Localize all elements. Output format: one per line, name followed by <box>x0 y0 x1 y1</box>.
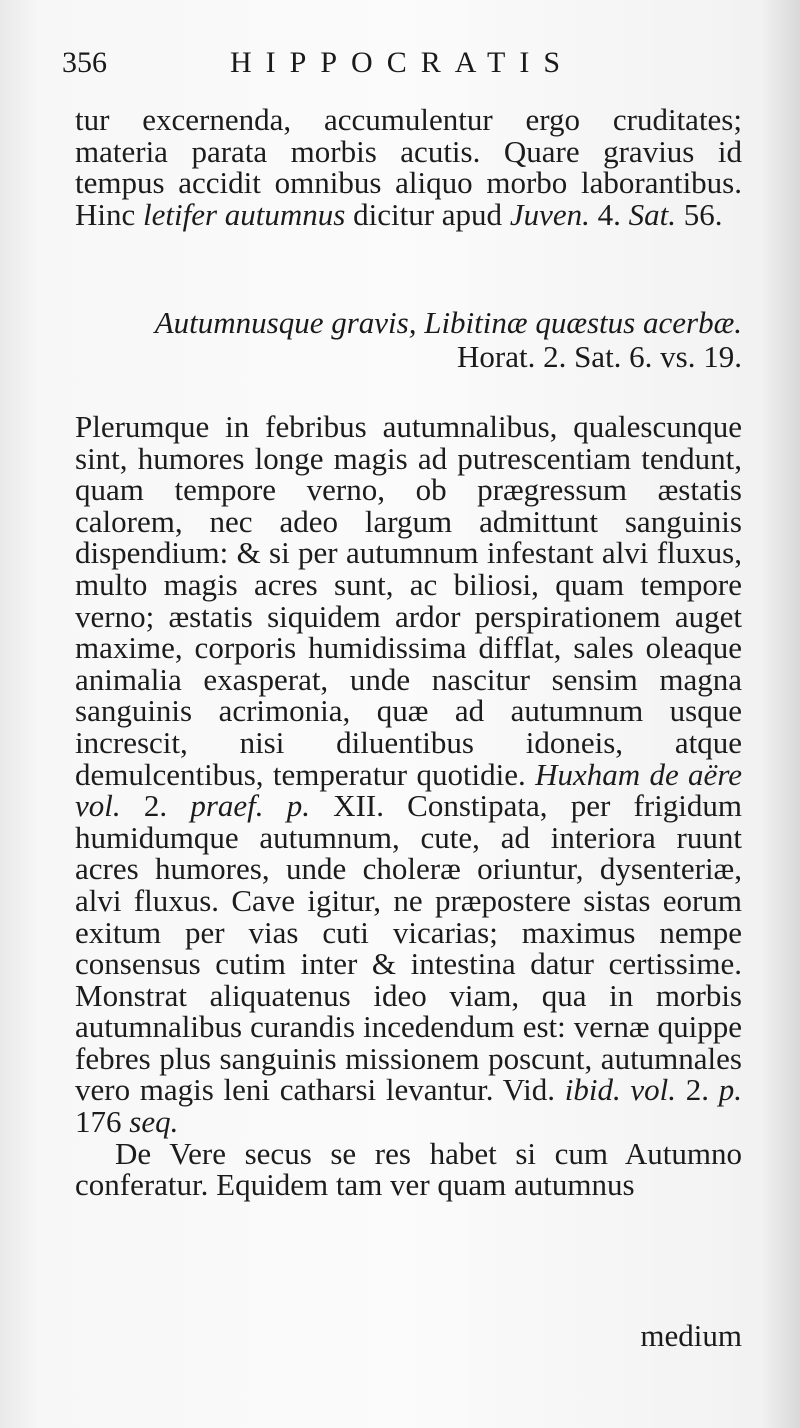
citation-ref: ibid. vol. <box>564 1072 677 1108</box>
paragraph-1 <box>75 104 742 230</box>
verse-source: Horat. 2. Sat. 6. vs. 19. <box>456 339 742 374</box>
verse-quotation <box>100 306 742 374</box>
citation-author: Juven. <box>509 196 590 232</box>
page-number: 356 <box>62 46 107 79</box>
italic-run: letifer autumnus <box>143 196 346 232</box>
citation-author: Huxham de aëre vol. <box>75 756 742 824</box>
text-run: 2. <box>120 788 191 824</box>
citation-ref: p. <box>718 1072 742 1108</box>
text-run: Plerumque in febribus autumnalibus, qualescunque sint, humores longe magis ad putrescentiam tendunt, quam tempore verno, ob prægressum æstatis calorem, nec adeo largum admittunt sanguinis dispendium: & si per autumnum infestant alvi fluxus, multo magis acres sunt, ac biliosi, quam tempore verno; æstatis siquidem ardor perspirationem auget maxime, corporis humidissima difflat, sales oleaque animalia exasperat, unde nascitur sensim magna sanguinis acrimonia, quæ ad autumnum usque increscit, nisi diluentibus idoneis, atque demulcentibus, temperatur quotidie. <box>75 409 742 792</box>
text-run: tur excernenda, accumulentur ergo cruditates; materia parata morbis acutis. Quare gravius id tempus accidit omnibus aliquo morbo laborantibus. Hinc <box>75 102 742 232</box>
catchword: medium <box>640 1318 742 1353</box>
text-run: 4. <box>589 196 629 232</box>
verse-line: Autumnusque gravis, Libitinæ quæstus acerbæ. <box>154 305 742 340</box>
citation-ref: praef. p. <box>190 788 310 824</box>
text-run: XII. Constipata, per frigidum humidumque autumnum, cute, ad interiora ruunt acres humores, unde choleræ oriuntur, dysenteriæ, alvi fluxus. Cave igitur, ne præpostere sistas eorum exitum per vias cuti vicarias; maximus nempe consensus cutim inter & intestina datur certissime. Monstrat aliquatenus ideo viam, qua in morbis autumnalibus curandis incedendum est: vernæ quippe febres plus sanguinis missionem poscunt, autumnales vero magis leni catharsi levantur. Vid. <box>75 788 743 1108</box>
paragraph-2 <box>75 411 742 1201</box>
text-run: 2. <box>676 1072 719 1108</box>
citation-work: Sat. <box>628 196 676 232</box>
paragraph-3: De Vere secus se res habet si cum Autumno conferatur. Equidem tam ver quam autumnus <box>75 1135 742 1203</box>
text-run: 176 <box>75 1104 130 1140</box>
citation-ref: seq. <box>129 1104 179 1140</box>
page-header <box>60 42 760 92</box>
text-run: 56. <box>675 196 723 232</box>
running-title: HIPPOCRATIS <box>230 46 575 79</box>
text-run: dicitur apud <box>345 196 510 232</box>
